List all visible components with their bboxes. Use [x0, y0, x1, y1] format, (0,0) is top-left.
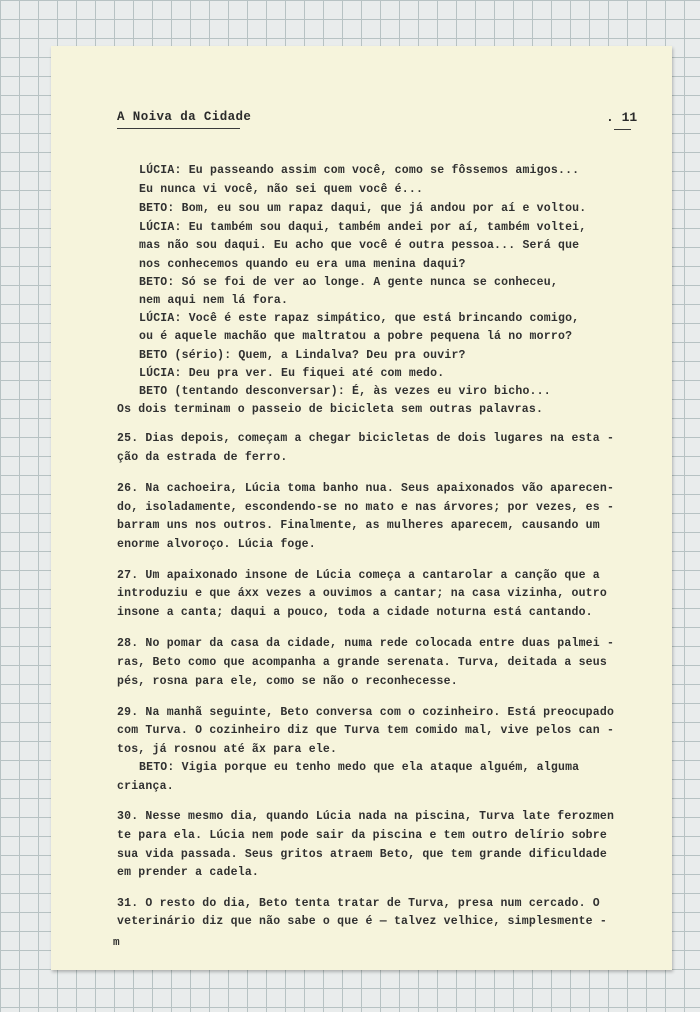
text-line: 30. Nesse mesmo dia, quando Lúcia nada na piscina, Turva late ferozmen [117, 810, 615, 823]
text-line: LÚCIA: Você é este rapaz simpático, que está brincando comigo, [139, 312, 580, 325]
page-header-title: A Noiva da Cidade [117, 110, 252, 124]
text-line: ras, Beto como que acompanha a grande serenata. Turva, deitada a seus [117, 656, 607, 669]
text-line: criança. [117, 780, 174, 793]
text-line: 31. O resto do dia, Beto tenta tratar de Turva, presa num cercado. O [117, 897, 600, 910]
text-line: veterinário diz que não sabe o que é — talvez velhice, simplesmente - [117, 915, 607, 928]
text-line: 26. Na cachoeira, Lúcia toma banho nua. Seus apaixonados vão aparecen- [117, 482, 615, 495]
text-line: LÚCIA: Eu também sou daqui, também andei por aí, também voltei, [139, 221, 587, 234]
text-line: nos conhecemos quando eu era uma menina daqui? [139, 258, 466, 271]
text-line: LÚCIA: Deu pra ver. Eu fiquei até com medo. [139, 367, 445, 380]
text-line: BETO (tentando desconversar): É, às vezes eu viro bicho... [139, 385, 551, 398]
text-line: 27. Um apaixonado insone de Lúcia começa a cantarolar a canção que a [117, 569, 600, 582]
text-line: te para ela. Lúcia nem pode sair da piscina e tem outro delírio sobre [117, 829, 607, 842]
text-line: BETO: Só se foi de ver ao longe. A gente nunca se conheceu, [139, 276, 558, 289]
text-line: Eu nunca vi você, não sei quem você é... [139, 183, 424, 196]
text-line: ção da estrada de ferro. [117, 451, 288, 464]
text-line: tos, já rosnou até ãx para ele. [117, 743, 338, 756]
text-line: introduziu e que áxx vezes a ouvimos a cantar; na casa vizinha, outro [117, 587, 607, 600]
text-line: 29. Na manhã seguinte, Beto conversa com o cozinheiro. Está preocupado [117, 706, 615, 719]
text-line: com Turva. O cozinheiro diz que Turva tem comido mal, vive pelos can - [117, 724, 615, 737]
header-title-underline [117, 128, 240, 129]
text-line: sua vida passada. Seus gritos atraem Beto, que tem grande dificuldade [117, 848, 607, 861]
typed-page [51, 46, 672, 970]
text-line: 25. Dias depois, começam a chegar bicicletas de dois lugares na esta - [117, 432, 615, 445]
text-line: BETO: Vigia porque eu tenho medo que ela ataque alguém, alguma [139, 761, 580, 774]
text-line: barram uns nos outros. Finalmente, as mulheres aparecem, causando um [117, 519, 600, 532]
page-number-underline [614, 129, 631, 130]
text-line: mas não sou daqui. Eu acho que você é outra pessoa... Será que [139, 239, 580, 252]
text-line: em prender a cadela. [117, 866, 260, 879]
text-line: BETO: Bom, eu sou um rapaz daqui, que já andou por aí e voltou. [139, 202, 587, 215]
text-line: LÚCIA: Eu passeando assim com você, como se fôssemos amigos... [139, 164, 580, 177]
footer-mark: m [113, 937, 120, 949]
text-line: BETO (sério): Quem, a Lindalva? Deu pra ouvir? [139, 349, 466, 362]
text-line: Os dois terminam o passeio de bicicleta sem outras palavras. [117, 403, 544, 416]
text-line: do, isoladamente, escondendo-se no mato e nas árvores; por vezes, es - [117, 501, 615, 514]
text-line: pés, rosna para ele, como se não o reconhecesse. [117, 675, 458, 688]
text-line: enorme alvoroço. Lúcia foge. [117, 538, 316, 551]
text-line: ou é aquele machão que maltratou a pobre pequena lá no morro? [139, 330, 573, 343]
text-line: 28. No pomar da casa da cidade, numa rede colocada entre duas palmei - [117, 637, 615, 650]
page-number: . 11 [606, 110, 638, 125]
text-line: insone a canta; daqui a pouco, toda a cidade noturna está cantando. [117, 606, 593, 619]
text-line: nem aqui nem lá fora. [139, 294, 289, 307]
